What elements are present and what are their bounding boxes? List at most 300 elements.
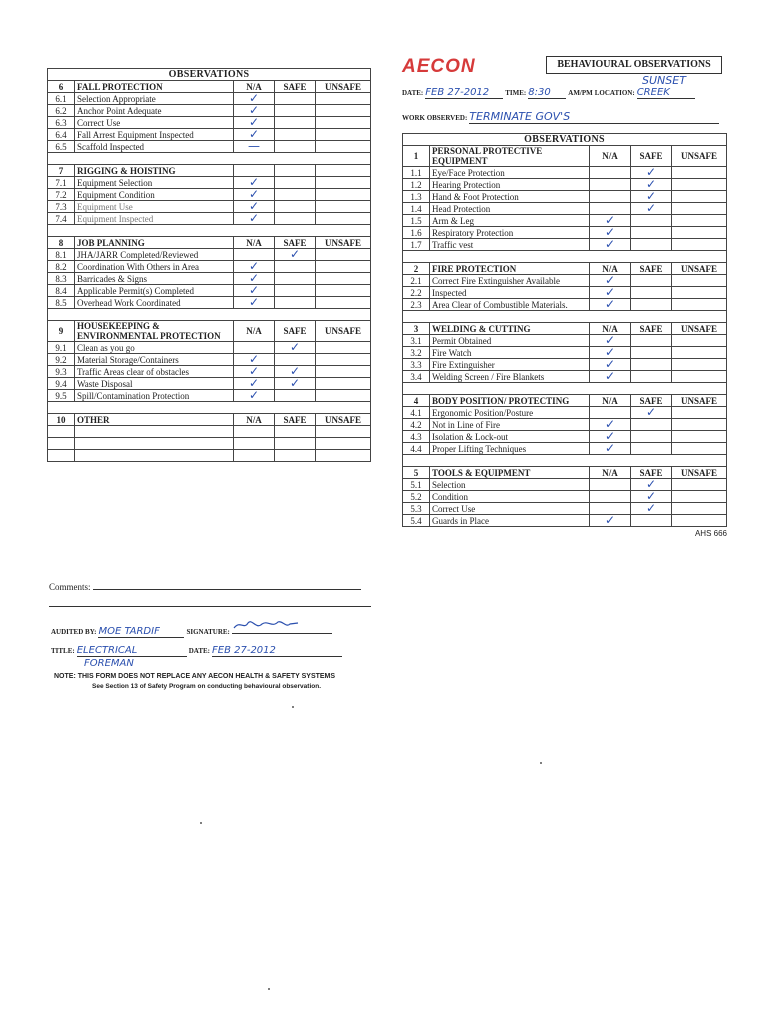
item-number: 2.3 [403,299,430,311]
checkbox-safe[interactable] [631,443,672,455]
checkbox-safe[interactable] [275,297,316,309]
column-header-safe: SAFE [631,467,672,479]
checkbox-unsafe[interactable] [672,503,727,515]
section-title: TOOLS & EQUIPMENT [430,467,590,479]
observation-row [403,191,727,203]
section-title: BODY POSITION/ PROTECTING [430,395,590,407]
checkbox-safe[interactable]: ✓ [631,491,672,503]
item-number: 4.3 [403,431,430,443]
item-number: 1.7 [403,239,430,251]
item-label: Barricades & Signs [75,273,234,285]
item-label: Selection [430,479,590,491]
checkbox-unsafe[interactable] [672,419,727,431]
item-number: 9.5 [48,390,75,402]
item-number: 8.1 [48,249,75,261]
observation-row [48,129,371,141]
item-label: JHA/JARR Completed/Reviewed [75,249,234,261]
checkbox-na[interactable]: ✓ [234,177,275,189]
checkbox-safe[interactable] [275,273,316,285]
checkbox-unsafe[interactable] [672,371,727,383]
work-observed-value: TERMINATE GOV'S [469,110,719,124]
checkbox-unsafe[interactable] [316,213,371,225]
checkbox-na[interactable]: ✓ [234,366,275,378]
checkbox-na[interactable]: ✓ [234,297,275,309]
item-label: Overhead Work Coordinated [75,297,234,309]
checkbox-na[interactable]: ✓ [590,227,631,239]
checkbox-unsafe[interactable] [316,105,371,117]
item-number: 8.4 [48,285,75,297]
column-header-safe: SAFE [275,237,316,249]
item-label: Eye/Face Protection [430,167,590,179]
column-header-unsafe: UNSAFE [672,467,727,479]
column-header-unsafe: UNSAFE [672,146,727,167]
observation-row [403,515,727,527]
checkbox-na[interactable]: ✓ [234,354,275,366]
column-header-safe: SAFE [631,323,672,335]
checkbox-safe[interactable] [631,287,672,299]
item-number: 3.3 [403,359,430,371]
item-number: 7.1 [48,177,75,189]
section-title: WELDING & CUTTING [430,323,590,335]
checkbox-unsafe[interactable] [672,443,727,455]
checkbox-safe[interactable] [275,213,316,225]
item-label: Fire Extinguisher [430,359,590,371]
column-header-unsafe: UNSAFE [316,81,371,93]
checkbox-unsafe[interactable] [316,129,371,141]
section-header-row [48,321,371,342]
section-header-row [403,467,727,479]
checkbox-safe[interactable] [631,275,672,287]
checkbox-na[interactable]: ✓ [234,117,275,129]
aecon-logo: AECON [402,56,476,77]
checkbox-safe[interactable] [275,426,316,438]
checkbox-safe[interactable] [275,438,316,450]
checkbox-safe[interactable] [275,285,316,297]
observation-row [48,189,371,201]
column-header-safe: SAFE [631,146,672,167]
checkbox-unsafe[interactable] [316,117,371,129]
observation-row [48,105,371,117]
title-value: ELECTRICAL [77,645,187,657]
column-header-unsafe: UNSAFE [672,323,727,335]
left-observations-table [47,68,371,462]
checkbox-na[interactable]: ✓ [590,419,631,431]
observation-row [48,378,371,390]
checkbox-safe[interactable] [631,299,672,311]
item-label: Applicable Permit(s) Completed [75,285,234,297]
location-value-line1: SUNSET [642,74,686,87]
checkbox-na[interactable]: ✓ [590,299,631,311]
section-number: 8 [48,237,75,249]
observation-row [403,215,727,227]
observation-row [48,261,371,273]
checkbox-safe[interactable] [275,261,316,273]
column-header-na: N/A [234,321,275,342]
item-number: 6.1 [48,93,75,105]
item-number: 5.4 [403,515,430,527]
item-number: 1.6 [403,227,430,239]
comments-label: Comments: [49,582,91,592]
checkbox-safe[interactable] [275,201,316,213]
location-value: CREEK [637,87,695,99]
item-number: 6.3 [48,117,75,129]
observation-row [48,141,371,153]
observation-row [48,177,371,189]
checkbox-na[interactable]: ✓ [234,378,275,390]
checkbox-safe[interactable]: ✓ [275,249,316,261]
checkbox-na[interactable] [590,167,631,179]
checkbox-na[interactable]: ✓ [234,261,275,273]
section-header-row [48,165,371,177]
observations-title: OBSERVATIONS [48,69,371,81]
checkbox-unsafe[interactable] [672,407,727,419]
item-number: 6.2 [48,105,75,117]
column-header-safe: SAFE [275,81,316,93]
checkbox-safe[interactable] [631,335,672,347]
column-header-safe [275,165,316,177]
item-label [75,450,234,462]
item-number: 7.2 [48,189,75,201]
item-label: Equipment Condition [75,189,234,201]
item-number: 2.1 [403,275,430,287]
checkbox-unsafe[interactable] [672,515,727,527]
checkbox-safe[interactable] [631,215,672,227]
observation-row [403,167,727,179]
checkbox-unsafe[interactable] [316,438,371,450]
section-number: 7 [48,165,75,177]
checkbox-na[interactable]: ✓ [234,285,275,297]
item-label: Correct Use [75,117,234,129]
section-header-row [48,414,371,426]
checkbox-na[interactable] [234,450,275,462]
checkbox-safe[interactable] [631,227,672,239]
item-label: Material Storage/Containers [75,354,234,366]
item-label: Clean as you go [75,342,234,354]
section-number: 1 [403,146,430,167]
observation-row [48,426,371,438]
observation-row [48,93,371,105]
checkbox-unsafe[interactable] [316,450,371,462]
checkbox-na[interactable]: ✓ [590,335,631,347]
checkbox-safe[interactable] [631,371,672,383]
checkbox-unsafe[interactable] [316,177,371,189]
item-number: 5.2 [403,491,430,503]
form-code: AHS 666 [694,529,727,538]
checkbox-unsafe[interactable] [672,275,727,287]
checkbox-unsafe[interactable] [672,335,727,347]
checkbox-unsafe[interactable] [672,299,727,311]
item-label: Not in Line of Fire [430,419,590,431]
checkbox-safe[interactable]: ✓ [631,191,672,203]
item-number: 6.4 [48,129,75,141]
item-label: Hand & Foot Protection [430,191,590,203]
section-header-row [403,395,727,407]
item-number: 5.3 [403,503,430,515]
checkbox-na[interactable]: — [234,141,275,153]
item-number: 2.2 [403,287,430,299]
section-title: JOB PLANNING [75,237,234,249]
comments-line [49,579,371,592]
checkbox-na[interactable]: ✓ [590,275,631,287]
item-label: Ergonomic Position/Posture [430,407,590,419]
column-header-na: N/A [234,237,275,249]
section-number: 6 [48,81,75,93]
item-label: Area Clear of Combustible Materials. [430,299,590,311]
observation-row [403,275,727,287]
checkbox-safe[interactable]: ✓ [631,479,672,491]
section-number: 2 [403,263,430,275]
observation-row [403,299,727,311]
observation-row [48,213,371,225]
observation-row [403,359,727,371]
column-header-safe: SAFE [275,414,316,426]
item-number: 9.4 [48,378,75,390]
checkbox-safe[interactable] [275,390,316,402]
section-title: FIRE PROTECTION [430,263,590,275]
checkbox-safe[interactable] [631,239,672,251]
checkbox-unsafe[interactable] [316,261,371,273]
checkbox-na[interactable]: ✓ [234,213,275,225]
item-label: Spill/Contamination Protection [75,390,234,402]
item-number [48,450,75,462]
observation-row [48,450,371,462]
checkbox-unsafe[interactable] [316,390,371,402]
checkbox-safe[interactable]: ✓ [631,179,672,191]
checkbox-safe[interactable] [631,359,672,371]
column-header-na: N/A [590,467,631,479]
checkbox-na[interactable]: ✓ [234,273,275,285]
checkbox-na[interactable] [234,438,275,450]
checkbox-safe[interactable] [275,189,316,201]
checkbox-safe[interactable]: ✓ [275,378,316,390]
item-number: 9.2 [48,354,75,366]
checkbox-unsafe[interactable] [672,491,727,503]
checkbox-unsafe[interactable] [672,227,727,239]
checkbox-safe[interactable] [275,129,316,141]
item-label [75,426,234,438]
checkbox-na[interactable]: ✓ [590,347,631,359]
checkbox-unsafe[interactable] [672,215,727,227]
column-header-unsafe: UNSAFE [672,263,727,275]
work-observed-line: WORK OBSERVED: TERMINATE GOV'S [402,110,719,124]
checkbox-safe[interactable] [275,117,316,129]
item-number: 7.3 [48,201,75,213]
observation-row [403,503,727,515]
checkbox-na[interactable]: ✓ [590,287,631,299]
checkbox-unsafe[interactable] [316,426,371,438]
item-number [48,426,75,438]
item-number: 1.4 [403,203,430,215]
checkbox-unsafe[interactable] [672,167,727,179]
section-header-row [403,263,727,275]
checkbox-na[interactable] [590,191,631,203]
item-label: Equipment Inspected [75,213,234,225]
checkbox-safe[interactable] [275,450,316,462]
item-label: Correct Use [430,503,590,515]
item-number: 3.1 [403,335,430,347]
section-header-row [403,323,727,335]
column-header-unsafe: UNSAFE [316,321,371,342]
checkbox-unsafe[interactable] [316,93,371,105]
right-observations-table [402,133,727,527]
observation-row [403,287,727,299]
checkbox-unsafe[interactable] [316,249,371,261]
section-number: 3 [403,323,430,335]
item-label: Anchor Point Adequate [75,105,234,117]
checkbox-na[interactable]: ✓ [234,105,275,117]
checkbox-unsafe[interactable] [316,297,371,309]
item-label [75,438,234,450]
item-label: Arm & Leg [430,215,590,227]
observation-row [403,347,727,359]
observation-row [48,273,371,285]
item-label: Hearing Protection [430,179,590,191]
item-label: Inspected [430,287,590,299]
checkbox-na[interactable]: ✓ [234,129,275,141]
item-number: 7.4 [48,213,75,225]
checkbox-na[interactable]: ✓ [590,431,631,443]
observation-row [403,371,727,383]
checkbox-safe[interactable]: ✓ [631,167,672,179]
checkbox-na[interactable]: ✓ [234,93,275,105]
item-label: Scaffold Inspected [75,141,234,153]
checkbox-safe[interactable] [631,419,672,431]
item-label: Coordination With Others in Area [75,261,234,273]
column-header-na: N/A [590,263,631,275]
audited-by-field: AUDITED BY: MOE TARDIF SIGNATURE: [51,622,332,638]
checkbox-na[interactable]: ✓ [234,390,275,402]
observation-row [403,443,727,455]
checkbox-safe[interactable] [631,515,672,527]
column-header-na: N/A [590,323,631,335]
observation-row [48,249,371,261]
checkbox-na[interactable] [234,426,275,438]
item-number: 3.2 [403,347,430,359]
observation-row [403,491,727,503]
observation-row [403,227,727,239]
checkbox-unsafe[interactable] [672,191,727,203]
checkbox-na[interactable]: ✓ [590,359,631,371]
checkbox-unsafe[interactable] [672,203,727,215]
observation-row [403,239,727,251]
column-header-safe: SAFE [631,263,672,275]
item-label: Welding Screen / Fire Blankets [430,371,590,383]
checkbox-na[interactable]: ✓ [590,215,631,227]
checkbox-unsafe[interactable] [316,273,371,285]
checkbox-safe[interactable] [275,93,316,105]
checkbox-unsafe[interactable] [672,431,727,443]
form-title: BEHAVIOURAL OBSERVATIONS [546,56,722,74]
checkbox-na[interactable]: ✓ [590,239,631,251]
title-field: TITLE: ELECTRICAL DATE: FEB 27-2012 [51,645,342,657]
item-label: Guards in Place [430,515,590,527]
checkbox-unsafe[interactable] [316,285,371,297]
checkbox-unsafe[interactable] [316,201,371,213]
checkbox-na[interactable]: ✓ [590,515,631,527]
checkbox-safe[interactable]: ✓ [631,203,672,215]
checkbox-unsafe[interactable] [316,189,371,201]
checkbox-unsafe[interactable] [672,287,727,299]
checkbox-unsafe[interactable] [316,354,371,366]
observation-row [403,479,727,491]
checkbox-safe[interactable] [275,141,316,153]
checkbox-unsafe[interactable] [316,366,371,378]
checkbox-unsafe[interactable] [316,342,371,354]
checkbox-unsafe[interactable] [316,378,371,390]
checkbox-safe[interactable] [275,105,316,117]
item-label: Selection Appropriate [75,93,234,105]
date-time-location-line: DATE: FEB 27-2012 TIME: 8:30 AM/PM LOCATION: CREEK [402,87,695,99]
checkbox-unsafe[interactable] [672,179,727,191]
checkbox-safe[interactable]: ✓ [275,366,316,378]
checkbox-na[interactable]: ✓ [234,189,275,201]
checkbox-unsafe[interactable] [672,479,727,491]
signature-field [232,622,332,634]
observations-title-row [48,69,371,81]
checkbox-safe[interactable] [631,431,672,443]
column-header-na: N/A [234,414,275,426]
item-number: 8.5 [48,297,75,309]
checkbox-safe[interactable] [631,347,672,359]
checkbox-safe[interactable]: ✓ [631,503,672,515]
checkbox-unsafe[interactable] [672,347,727,359]
item-number: 4.2 [403,419,430,431]
item-label: Equipment Use [75,201,234,213]
section-number: 10 [48,414,75,426]
observation-row [403,179,727,191]
observation-time-value: 8:30 [528,87,566,99]
item-label: Equipment Selection [75,177,234,189]
section-header-row [403,146,727,167]
item-label: Head Protection [430,203,590,215]
checkbox-safe[interactable]: ✓ [631,407,672,419]
section-title: RIGGING & HOISTING [75,165,234,177]
column-header-na: N/A [234,81,275,93]
item-label: Fire Watch [430,347,590,359]
observation-row [48,366,371,378]
checkbox-na[interactable]: ✓ [590,371,631,383]
section-header-row [48,81,371,93]
observation-row [48,342,371,354]
checkbox-na[interactable] [590,179,631,191]
item-number: 1.5 [403,215,430,227]
title-value-line2: FOREMAN [84,658,134,669]
observation-date-value: FEB 27-2012 [425,87,503,99]
item-label: Fall Arrest Equipment Inspected [75,129,234,141]
checkbox-na[interactable] [590,479,631,491]
item-label: Waste Disposal [75,378,234,390]
observations-title-row [403,134,727,146]
checkbox-na[interactable] [590,491,631,503]
checkbox-safe[interactable]: ✓ [275,342,316,354]
checkbox-na[interactable]: ✓ [590,443,631,455]
checkbox-unsafe[interactable] [316,141,371,153]
section-title: HOUSEKEEPING & ENVIRONMENTAL PROTECTION [75,321,234,342]
item-number: 5.1 [403,479,430,491]
item-number: 6.5 [48,141,75,153]
audited-by-value: MOE TARDIF [98,626,184,638]
observations-title: OBSERVATIONS [403,134,727,146]
observation-row [48,117,371,129]
observation-row [403,419,727,431]
checkbox-unsafe[interactable] [672,239,727,251]
observation-row [48,438,371,450]
checkbox-safe[interactable] [275,177,316,189]
checkbox-unsafe[interactable] [672,359,727,371]
section-title: OTHER [75,414,234,426]
observation-row [48,201,371,213]
checkbox-na[interactable]: ✓ [234,201,275,213]
